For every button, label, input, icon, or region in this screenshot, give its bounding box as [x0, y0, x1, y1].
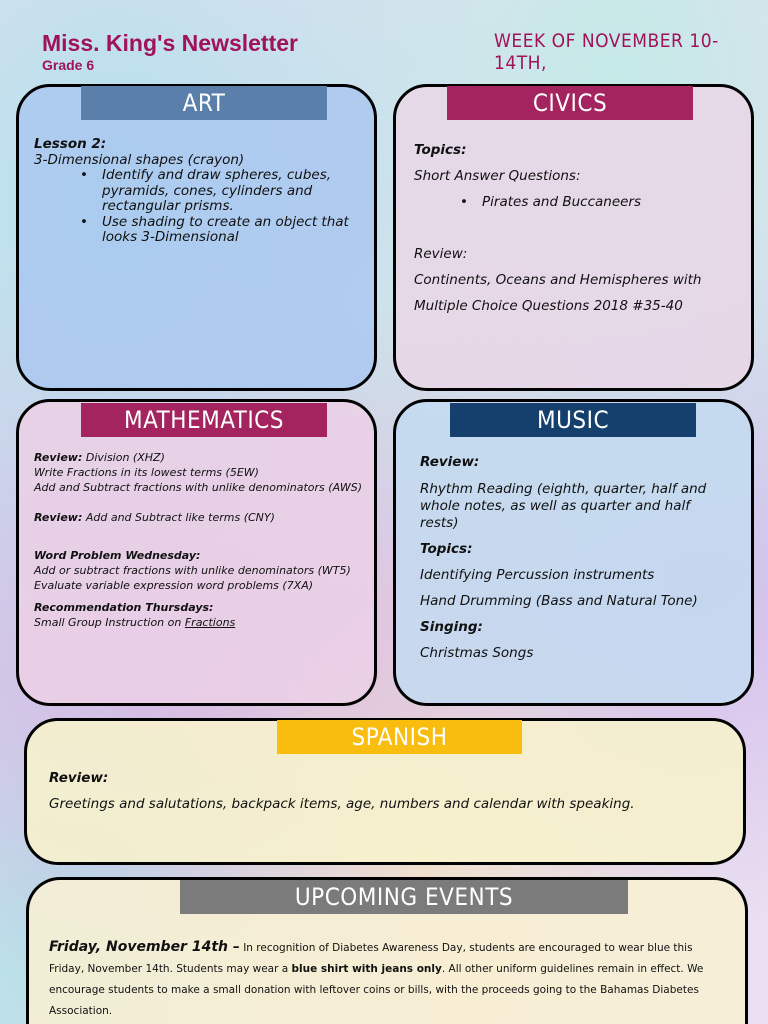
newsletter-title: Miss. King's Newsletter — [42, 30, 298, 56]
math-rec-label: Recommendation Thursdays: — [34, 601, 214, 614]
math-line: Evaluate variable expression word problems (7XA) — [34, 579, 314, 592]
math-review-text: Division (XHZ) — [82, 451, 165, 464]
math-wpw-label: Word Problem Wednesday: — [34, 549, 201, 562]
civics-review-line: Multiple Choice Questions 2018 #35-40 — [414, 298, 683, 314]
art-subtitle: 3-Dimensional shapes (crayon) — [34, 151, 245, 168]
music-topic: Hand Drumming (Bass and Natural Tone) — [420, 593, 698, 609]
music-singing-text: Christmas Songs — [420, 645, 534, 661]
math-review-text: Add and Subtract like terms (CNY) — [82, 511, 275, 524]
math-line: Add or subtract fractions with unlike denominators (WT5) — [34, 564, 351, 577]
list-item: • Identify and draw spheres, cubes, pyramids, cones, cylinders and rectangular prisms. — [34, 168, 354, 215]
music-topic: Identifying Percussion instruments — [420, 567, 655, 583]
events-content — [49, 937, 729, 1022]
grade-label: Grade 6 — [42, 57, 95, 73]
spanish-content — [49, 765, 739, 817]
event-date: Friday, November 14th – — [49, 939, 240, 955]
math-line: Write Fractions in its lowest terms (5EW) — [34, 466, 259, 479]
music-singing-label: Singing: — [420, 619, 483, 635]
event-text: . All other uniform guidelines remain in effect. We encourage students to make a small donation with leftover coins or bills, with the proceeds going to the Bahamas Diabetes Association. — [49, 963, 704, 1017]
civics-content — [414, 137, 734, 319]
spanish-review-text: Greetings and salutations, backpack items, age, numbers and calendar with speaking. — [49, 796, 635, 812]
music-review-label: Review: — [420, 454, 480, 470]
civics-topics-label: Topics: — [414, 142, 467, 158]
list-item: • Pirates and Buccaneers — [414, 189, 734, 215]
music-review-text: Rhythm Reading (eighth, quarter, half and whole notes, as well as quarter and half rests) — [420, 481, 707, 531]
math-line: Add and Subtract fractions with unlike denominators (AWS) — [34, 481, 363, 494]
music-topics-label: Topics: — [420, 541, 473, 557]
civics-heading: CIVICS — [447, 86, 693, 120]
civics-review-label: Review: — [414, 246, 468, 262]
math-heading: MATHEMATICS — [81, 403, 327, 437]
week-label: WEEK OF NOVEMBER 10-14TH, — [494, 30, 719, 74]
music-heading: MUSIC — [450, 403, 696, 437]
art-content — [34, 137, 354, 246]
art-lesson: Lesson 2: — [34, 136, 107, 152]
spanish-review-label: Review: — [49, 770, 109, 786]
math-content — [34, 450, 364, 630]
math-rec-text: Small Group Instruction on — [34, 616, 185, 629]
music-content — [420, 454, 730, 662]
fractions-link[interactable]: Fractions — [184, 616, 236, 629]
civics-short-answer: Short Answer Questions: — [414, 168, 581, 184]
event-dress-code: blue shirt with jeans only — [291, 963, 442, 975]
events-heading: UPCOMING EVENTS — [180, 880, 628, 914]
math-review-label: Review: — [34, 451, 83, 464]
math-review-label: Review: — [34, 511, 83, 524]
art-heading: ART — [81, 86, 327, 120]
art-bullet-list — [34, 168, 354, 246]
civics-review-line: Continents, Oceans and Hemispheres with — [414, 272, 702, 288]
list-item: • Use shading to create an object that looks 3-Dimensional — [34, 215, 354, 246]
event-text: In recognition of Diabetes Awareness Day, students are encouraged to wear blue this Friday, November 14th. Students may wear a — [49, 942, 693, 975]
spanish-heading: SPANISH — [277, 720, 522, 754]
